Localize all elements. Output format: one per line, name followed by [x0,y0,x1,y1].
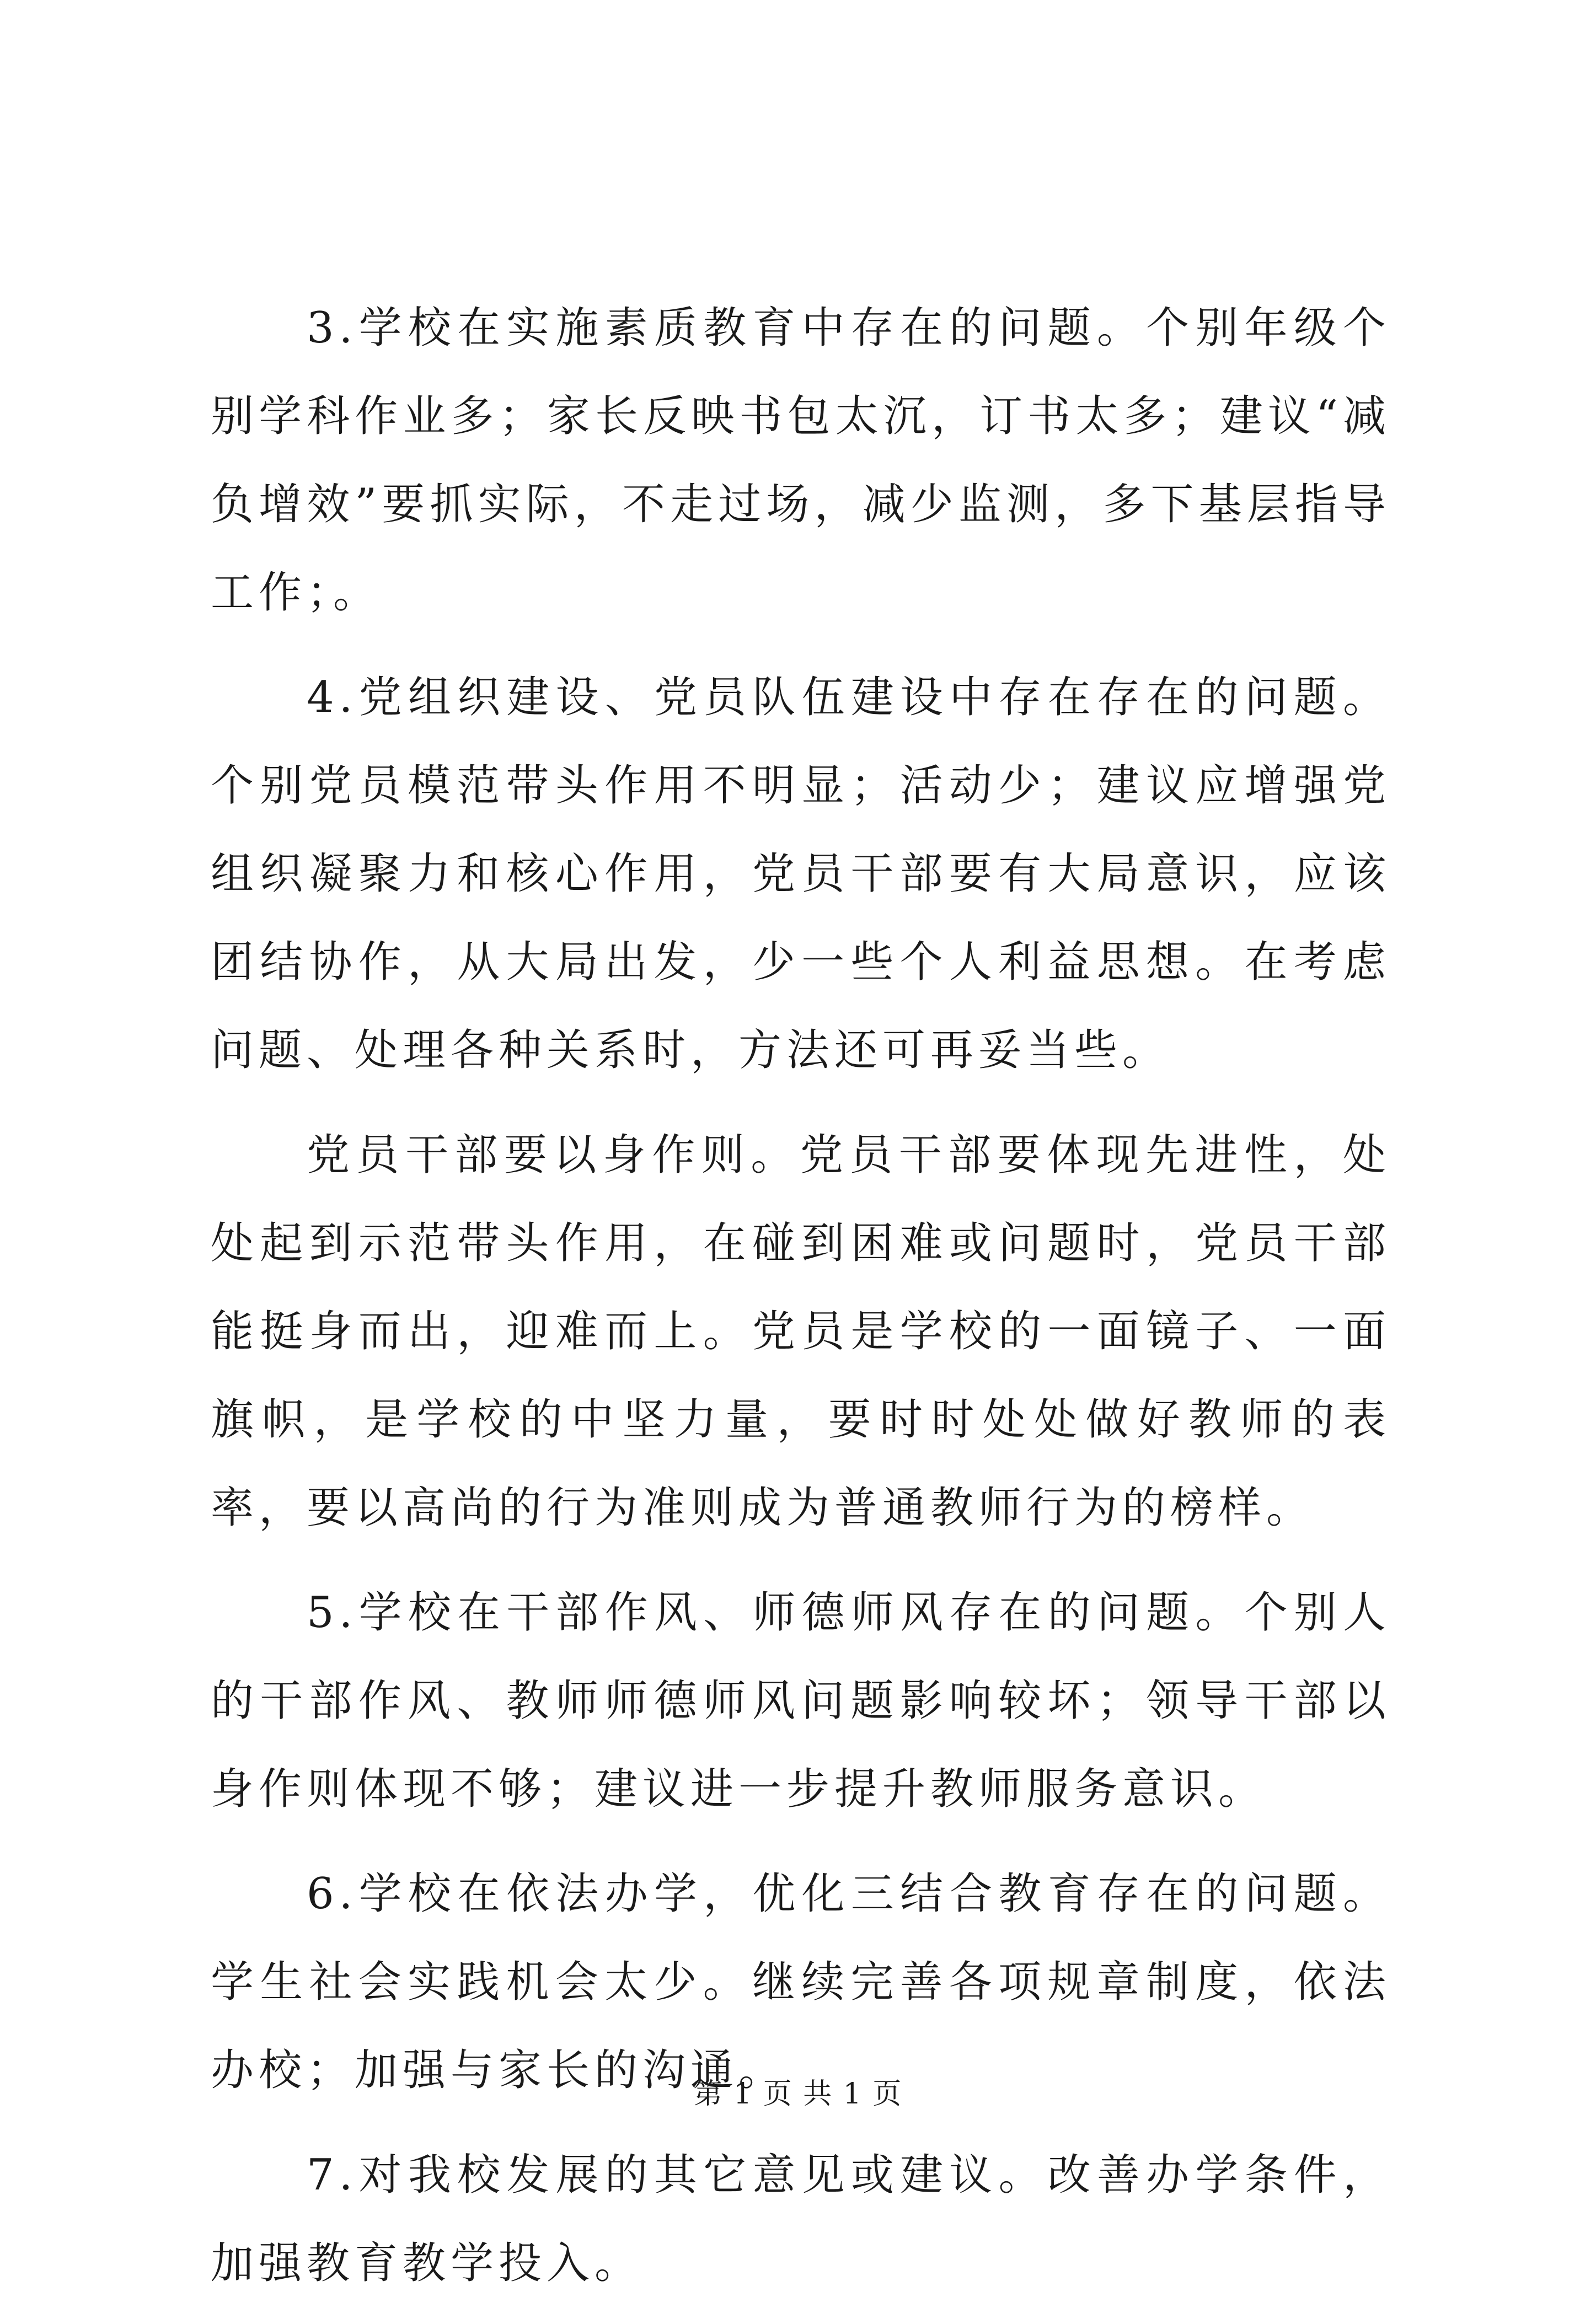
paragraph-item-3-quality-education: 3.学校在实施素质教育中存在的问题。个别年级个别学科作业多；家长反映书包太沉，订书太多；建议“减负增效”要抓实际，不走过场，减少监测，多下基层指导工作；。 [211,303,1391,618]
paragraph-item-5-work-style: 5.学校在干部作风、师德师风存在的问题。个别人的干部作风、教师师德师风问题影响较坏；领导干部以身作则体现不够；建议进一步提升教师服务意识。 [211,1588,1391,1814]
document-body [211,284,1391,2324]
paragraph-item-6-law-based-schooling: 6.学校在依法办学，优化三结合教育存在的问题。学生社会实践机会太少。继续完善各项规章制度，依法办校；加强与家长的沟通。 [211,1869,1391,2095]
paragraph-item-7-other-suggestions: 7.对我校发展的其它意见或建议。改善办学条件，加强教育教学投入。 [211,2150,1391,2288]
page-number-footer: 第 1 页 共 1 页 [693,2078,903,2111]
paragraph-party-cadres-example: 党员干部要以身作则。党员干部要体现先进性，处处起到示范带头作用，在碰到困难或问题时，党员干部能挺身而出，迎难而上。党员是学校的一面镜子、一面旗帜，是学校的中坚力量，要时时处处做好教师的表率，要以高尚的行为准则成为普通教师行为的榜样。 [211,1130,1391,1533]
paragraph-item-4-party-building: 4.党组织建设、党员队伍建设中存在存在的问题。个别党员模范带头作用不明显；活动少；建议应增强党组织凝聚力和核心作用，党员干部要有大局意识，应该团结协作，从大局出发，少一些个人利益思想。在考虑问题、处理各种关系时，方法还可再妥当些。 [211,673,1391,1075]
